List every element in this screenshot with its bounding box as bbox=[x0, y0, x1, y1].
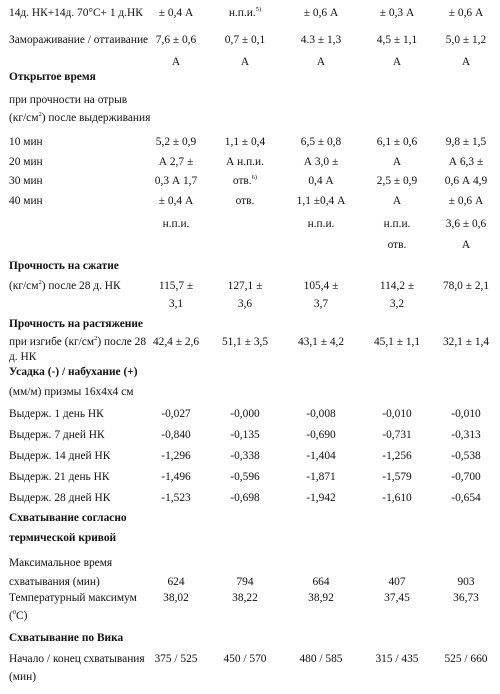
value-cell bbox=[357, 469, 437, 485]
value-cell bbox=[136, 406, 216, 422]
value-cell bbox=[281, 54, 361, 70]
value-text: А bbox=[392, 195, 402, 207]
value-cell bbox=[281, 574, 361, 590]
value-text: А bbox=[392, 156, 402, 168]
value-text: 45,1 ± 1,1 bbox=[373, 336, 421, 348]
value-text: 315 / 435 bbox=[375, 653, 419, 665]
value-text: 0,7 ± 0,1 bbox=[224, 34, 266, 46]
value-cell bbox=[136, 5, 216, 21]
row-label: 40 мин bbox=[9, 195, 43, 207]
table-row bbox=[0, 316, 500, 332]
value-text: ± 0,4 А bbox=[158, 195, 194, 207]
value-cell bbox=[205, 173, 285, 189]
value-text: А bbox=[240, 56, 250, 68]
value-text: 38,02 bbox=[163, 592, 189, 604]
value-cell bbox=[426, 469, 500, 485]
table-row bbox=[0, 384, 500, 400]
row-label: Выдерж. 14 дней НК bbox=[9, 450, 111, 462]
value-text: А 2,7 ± bbox=[158, 156, 194, 168]
value-cell bbox=[357, 296, 437, 312]
value-cell bbox=[136, 448, 216, 464]
row-label: схватывания (мин) bbox=[9, 576, 100, 588]
value-text: ± 0,6 А bbox=[448, 7, 484, 19]
row-label: термической кривой bbox=[9, 532, 117, 544]
table-row bbox=[0, 237, 500, 253]
value-text: -1,579 bbox=[382, 471, 412, 483]
value-cell bbox=[136, 334, 216, 350]
table-row bbox=[0, 334, 500, 350]
value-text: -1,942 bbox=[306, 492, 336, 504]
value-text: -0,135 bbox=[230, 429, 260, 441]
value-text: 3,2 bbox=[389, 298, 405, 310]
value-text: 42,4 ± 2,6 bbox=[152, 336, 200, 348]
value-text: н.п.и. bbox=[307, 218, 335, 230]
value-cell bbox=[357, 334, 437, 350]
table-row bbox=[0, 630, 500, 646]
value-cell bbox=[357, 54, 437, 70]
value-text: А 6,3 ± bbox=[448, 156, 484, 168]
value-cell bbox=[281, 334, 361, 350]
table-row bbox=[0, 448, 500, 464]
value-text: 794 bbox=[236, 576, 254, 588]
value-text: 37,45 bbox=[384, 592, 410, 604]
row-label-superscript: 2 bbox=[38, 111, 42, 118]
row-label bbox=[9, 608, 27, 624]
row-label: 10 мин bbox=[9, 136, 43, 148]
row-label: Усадка (-) / набухание (+) bbox=[9, 366, 138, 378]
value-cell bbox=[205, 490, 285, 506]
value-text: -0,313 bbox=[451, 429, 481, 441]
table-row bbox=[0, 406, 500, 422]
value-text: 407 bbox=[388, 576, 406, 588]
value-cell bbox=[205, 590, 285, 606]
row-label-text: С) bbox=[16, 610, 28, 622]
row-label: 30 мин bbox=[9, 175, 43, 187]
row-label: (мм/м) призмы 16x4x4 см bbox=[9, 386, 134, 398]
value-text: -0,654 bbox=[451, 492, 481, 504]
table-row bbox=[0, 278, 500, 294]
value-cell bbox=[426, 154, 500, 170]
row-label: Прочность на сжатие bbox=[9, 260, 119, 272]
value-text: -0,000 bbox=[230, 408, 260, 420]
value-text: н.п.и. bbox=[228, 7, 256, 19]
value-cell bbox=[426, 5, 500, 21]
row-label: Открытое время bbox=[9, 71, 96, 83]
value-text: 115,7 ± bbox=[158, 280, 194, 292]
table-row bbox=[0, 469, 500, 485]
row-label: (мин) bbox=[9, 671, 36, 683]
value-cell bbox=[205, 54, 285, 70]
value-text: -0,840 bbox=[161, 429, 191, 441]
row-label: Прочность на растяжение bbox=[9, 318, 143, 330]
value-text: -0,538 bbox=[451, 450, 481, 462]
value-cell bbox=[426, 32, 500, 48]
value-text: -1,296 bbox=[161, 450, 191, 462]
row-label: Выдерж. 7 дней НК bbox=[9, 429, 105, 441]
value-text: -0,008 bbox=[306, 408, 336, 420]
value-cell bbox=[136, 490, 216, 506]
value-text: 0,4 А bbox=[308, 175, 334, 187]
value-cell bbox=[426, 278, 500, 294]
value-text: 51,1 ± 3,5 bbox=[221, 336, 269, 348]
value-text: н.п.и. bbox=[383, 218, 411, 230]
value-text: А bbox=[392, 56, 402, 68]
row-label-text: ) после 28 bbox=[97, 336, 147, 348]
value-cell bbox=[136, 193, 216, 209]
value-text: 3,1 bbox=[168, 298, 184, 310]
row-label-text: при изгибе (кг/см bbox=[9, 336, 95, 348]
row-label: Схватывание согласно bbox=[9, 512, 127, 524]
value-text: 1,1 ±0,4 А bbox=[296, 195, 346, 207]
value-cell bbox=[136, 469, 216, 485]
value-cell bbox=[281, 590, 361, 606]
table-row bbox=[0, 134, 500, 150]
value-cell bbox=[357, 32, 437, 48]
row-label-superscript: 0 bbox=[12, 609, 17, 616]
value-text: -0,010 bbox=[382, 408, 412, 420]
value-cell bbox=[205, 296, 285, 312]
value-cell bbox=[205, 154, 285, 170]
table-row bbox=[0, 193, 500, 209]
value-text: А н.п.и. bbox=[226, 156, 264, 168]
value-cell bbox=[357, 490, 437, 506]
table-row bbox=[0, 5, 500, 21]
value-text: 3,6 ± 0,6 bbox=[445, 218, 487, 230]
value-cell bbox=[281, 154, 361, 170]
value-cell bbox=[136, 134, 216, 150]
row-label-superscript: 2 bbox=[38, 279, 42, 286]
table-row bbox=[0, 216, 500, 232]
value-cell bbox=[426, 134, 500, 150]
value-cell bbox=[426, 406, 500, 422]
value-cell bbox=[281, 173, 361, 189]
table-row bbox=[0, 296, 500, 312]
value-text: 127,1 ± bbox=[227, 280, 263, 292]
value-text: А bbox=[461, 239, 471, 251]
value-text: отв. bbox=[232, 175, 252, 187]
value-text: 78,0 ± 2,1 bbox=[442, 280, 490, 292]
table-row bbox=[0, 555, 500, 571]
table-row bbox=[0, 669, 500, 685]
table-row bbox=[0, 590, 500, 606]
value-cell bbox=[281, 5, 361, 21]
table-row bbox=[0, 258, 500, 274]
value-cell bbox=[357, 448, 437, 464]
value-cell bbox=[426, 334, 500, 350]
value-text: 43,1 ± 4,2 bbox=[297, 336, 345, 348]
value-text: 480 / 585 bbox=[299, 653, 343, 665]
value-text: н.п.и. bbox=[162, 218, 190, 230]
value-text: А 3,0 ± bbox=[303, 156, 339, 168]
table-row bbox=[0, 427, 500, 443]
value-text: ± 0,3 А bbox=[379, 7, 415, 19]
value-cell bbox=[357, 651, 437, 667]
value-cell bbox=[357, 134, 437, 150]
value-text: 0,6 А 4,9 bbox=[444, 175, 488, 187]
row-label: Максимальное время bbox=[9, 557, 113, 569]
value-cell bbox=[205, 278, 285, 294]
value-text: -0,010 bbox=[451, 408, 481, 420]
value-cell bbox=[357, 427, 437, 443]
value-text: 450 / 570 bbox=[223, 653, 267, 665]
row-label: 20 мин bbox=[9, 156, 43, 168]
value-cell bbox=[426, 173, 500, 189]
value-text: 664 bbox=[312, 576, 330, 588]
value-cell bbox=[426, 237, 500, 253]
row-label-text: ( bbox=[9, 610, 13, 622]
value-cell bbox=[205, 406, 285, 422]
value-text: 105,4 ± bbox=[303, 280, 339, 292]
value-text: 6,5 ± 0,8 bbox=[300, 136, 342, 148]
row-label: Выдерж. 1 день НК bbox=[9, 408, 104, 420]
value-text: отв. bbox=[387, 239, 407, 251]
row-label-superscript: 2 bbox=[94, 335, 98, 342]
table-row bbox=[0, 173, 500, 189]
value-text: -0,338 bbox=[230, 450, 260, 462]
row-label bbox=[9, 334, 146, 350]
table-row bbox=[0, 110, 500, 126]
table-row bbox=[0, 32, 500, 48]
value-text: -0,027 bbox=[161, 408, 191, 420]
value-cell bbox=[357, 278, 437, 294]
value-text: 7,6 ± 0,6 bbox=[155, 34, 197, 46]
value-cell bbox=[136, 296, 216, 312]
row-label bbox=[9, 110, 150, 126]
value-text: -1,404 bbox=[306, 450, 336, 462]
value-text: -1,871 bbox=[306, 471, 336, 483]
value-cell bbox=[357, 237, 437, 253]
value-cell bbox=[205, 448, 285, 464]
value-cell bbox=[426, 490, 500, 506]
value-text: -1,610 bbox=[382, 492, 412, 504]
value-cell bbox=[205, 334, 285, 350]
value-cell bbox=[426, 651, 500, 667]
row-label: д. НК bbox=[9, 351, 37, 363]
value-cell bbox=[357, 173, 437, 189]
value-text: 6,1 ± 0,6 bbox=[376, 136, 418, 148]
value-cell bbox=[281, 406, 361, 422]
value-cell bbox=[136, 278, 216, 294]
row-label: Температурный максимум bbox=[9, 592, 137, 604]
row-label: Начало / конец схватывания bbox=[9, 653, 145, 665]
value-cell bbox=[136, 154, 216, 170]
table-row bbox=[0, 69, 500, 85]
value-text: 5,0 ± 1,2 bbox=[445, 34, 487, 46]
value-text: -0,698 bbox=[230, 492, 260, 504]
table-row bbox=[0, 608, 500, 624]
value-text: -0,700 bbox=[451, 471, 481, 483]
table-row bbox=[0, 651, 500, 667]
table-row bbox=[0, 54, 500, 70]
value-text: 903 bbox=[457, 576, 475, 588]
value-cell bbox=[357, 5, 437, 21]
table-row bbox=[0, 490, 500, 506]
value-text: 114,2 ± bbox=[379, 280, 415, 292]
value-text: -1,496 bbox=[161, 471, 191, 483]
value-text: 0,3 А 1,7 bbox=[154, 175, 198, 187]
value-cell bbox=[357, 193, 437, 209]
value-cell bbox=[136, 427, 216, 443]
row-label-text: (кг/см bbox=[9, 112, 39, 124]
value-cell bbox=[281, 469, 361, 485]
value-cell bbox=[281, 216, 361, 232]
value-cell bbox=[426, 216, 500, 232]
value-text: 5,2 ± 0,9 bbox=[155, 136, 197, 148]
table-row bbox=[0, 349, 500, 365]
row-label: Схватывание по Вика bbox=[9, 632, 124, 644]
value-cell bbox=[281, 193, 361, 209]
value-cell bbox=[205, 134, 285, 150]
table-row bbox=[0, 574, 500, 590]
footnote-marker: 6) bbox=[251, 174, 258, 181]
value-cell bbox=[136, 54, 216, 70]
value-cell bbox=[357, 574, 437, 590]
value-text: 4.3 ± 1,3 bbox=[300, 34, 342, 46]
value-cell bbox=[136, 216, 216, 232]
value-cell bbox=[426, 427, 500, 443]
value-text: 624 bbox=[167, 576, 185, 588]
value-text: А bbox=[316, 56, 326, 68]
value-text: 2,5 ± 0,9 bbox=[376, 175, 418, 187]
value-cell bbox=[205, 5, 285, 21]
value-cell bbox=[281, 448, 361, 464]
value-cell bbox=[357, 590, 437, 606]
value-cell bbox=[205, 427, 285, 443]
value-text: -0,596 bbox=[230, 471, 260, 483]
row-label: Выдерж. 21 день НК bbox=[9, 471, 110, 483]
value-text: 525 / 660 bbox=[444, 653, 488, 665]
value-text: 4,5 ± 1,1 bbox=[376, 34, 418, 46]
value-text: 1,1 ± 0,4 bbox=[224, 136, 266, 148]
value-cell bbox=[136, 32, 216, 48]
value-cell bbox=[426, 574, 500, 590]
table-row bbox=[0, 510, 500, 526]
value-cell bbox=[426, 54, 500, 70]
value-text: ± 0,6 А bbox=[303, 7, 339, 19]
value-text: 9,8 ± 1,5 bbox=[445, 136, 487, 148]
value-cell bbox=[205, 469, 285, 485]
value-cell bbox=[357, 216, 437, 232]
value-text: А bbox=[171, 56, 181, 68]
value-cell bbox=[205, 574, 285, 590]
value-text: -0,731 bbox=[382, 429, 412, 441]
value-text: ± 0,6 А bbox=[448, 195, 484, 207]
value-cell bbox=[281, 296, 361, 312]
value-text: -1,256 bbox=[382, 450, 412, 462]
table-row bbox=[0, 530, 500, 546]
table-row bbox=[0, 92, 500, 108]
value-text: А bbox=[461, 56, 471, 68]
value-cell bbox=[136, 590, 216, 606]
value-text: 38,92 bbox=[308, 592, 334, 604]
footnote-marker: 5) bbox=[255, 6, 262, 13]
row-label-text: ) после 28 д. НК bbox=[41, 280, 121, 292]
value-text: -1,523 bbox=[161, 492, 191, 504]
table-row bbox=[0, 364, 500, 380]
row-label-text: ) после выдерживания bbox=[41, 112, 151, 124]
value-cell bbox=[281, 651, 361, 667]
row-label: 14д. НК+14д. 70°С+ 1 д.НК bbox=[9, 7, 143, 19]
value-cell bbox=[426, 590, 500, 606]
value-cell bbox=[357, 154, 437, 170]
value-text: 38,22 bbox=[232, 592, 258, 604]
value-text: 32,1 ± 1,4 bbox=[442, 336, 490, 348]
value-cell bbox=[136, 173, 216, 189]
value-cell bbox=[205, 193, 285, 209]
row-label: Замораживание / оттаивание bbox=[9, 34, 149, 46]
value-cell bbox=[281, 134, 361, 150]
value-text: 36,73 bbox=[453, 592, 479, 604]
table-row bbox=[0, 154, 500, 170]
value-text: 375 / 525 bbox=[154, 653, 198, 665]
value-cell bbox=[281, 32, 361, 48]
value-cell bbox=[281, 427, 361, 443]
value-text: ± 0,4 А bbox=[158, 7, 194, 19]
value-text: 3,7 bbox=[313, 298, 329, 310]
value-cell bbox=[426, 448, 500, 464]
value-text: -0,690 bbox=[306, 429, 336, 441]
row-label: при прочности на отрыв bbox=[9, 94, 128, 106]
value-cell bbox=[205, 32, 285, 48]
row-label bbox=[9, 278, 121, 294]
value-cell bbox=[136, 651, 216, 667]
value-cell bbox=[136, 574, 216, 590]
value-cell bbox=[281, 278, 361, 294]
row-label-text: (кг/см bbox=[9, 280, 39, 292]
value-cell bbox=[205, 651, 285, 667]
value-cell bbox=[426, 193, 500, 209]
value-cell bbox=[281, 490, 361, 506]
value-text: 3,6 bbox=[237, 298, 253, 310]
value-text: отв. bbox=[235, 195, 255, 207]
value-cell bbox=[357, 406, 437, 422]
row-label: Выдерж. 28 дней НК bbox=[9, 492, 111, 504]
